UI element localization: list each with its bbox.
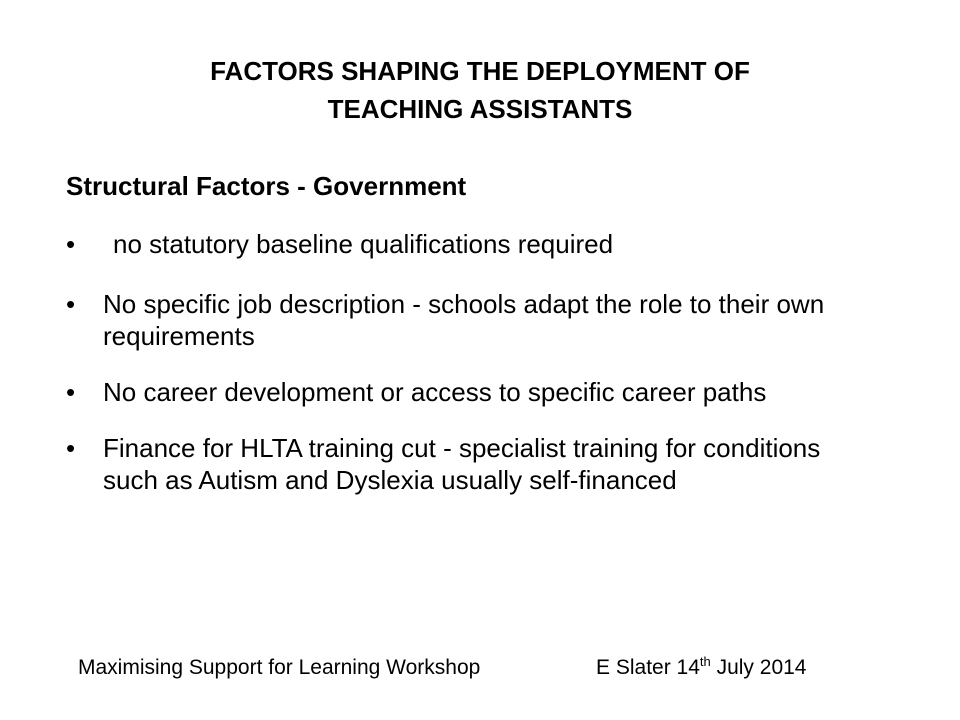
title-line-2: TEACHING ASSISTANTS bbox=[327, 94, 633, 124]
bullet-icon: • bbox=[66, 433, 76, 463]
footer-ordinal: th bbox=[699, 654, 711, 669]
footer bbox=[78, 654, 807, 682]
bullet-icon: • bbox=[66, 289, 76, 319]
bullet-item bbox=[66, 288, 866, 352]
bullet-icon: • bbox=[66, 229, 76, 259]
title-line-1: FACTORS SHAPING THE DEPLOYMENT OF bbox=[210, 56, 750, 86]
section-heading: Structural Factors - Government bbox=[66, 171, 467, 201]
bullet-text: No specific job description - schools adapt the role to their own requirements bbox=[103, 289, 825, 351]
footer-author-date bbox=[596, 654, 806, 682]
bullet-item bbox=[66, 432, 866, 496]
bullet-text: No career development or access to specific career paths bbox=[103, 377, 767, 407]
bullet-text: Finance for HLTA training cut - specialist training for conditions such as Autism and Dyslexia usually self-financed bbox=[103, 433, 821, 495]
slide-title bbox=[0, 52, 960, 128]
bullet-item bbox=[66, 228, 866, 260]
bullet-list bbox=[66, 228, 866, 496]
bullet-icon: • bbox=[66, 377, 76, 407]
footer-workshop: Maximising Support for Learning Workshop bbox=[78, 656, 481, 679]
bullet-item bbox=[66, 376, 866, 408]
bullet-text: no statutory baseline qualifications required bbox=[113, 229, 614, 259]
footer-date: July 2014 bbox=[710, 656, 807, 679]
footer-author: E Slater 14 bbox=[596, 656, 700, 679]
